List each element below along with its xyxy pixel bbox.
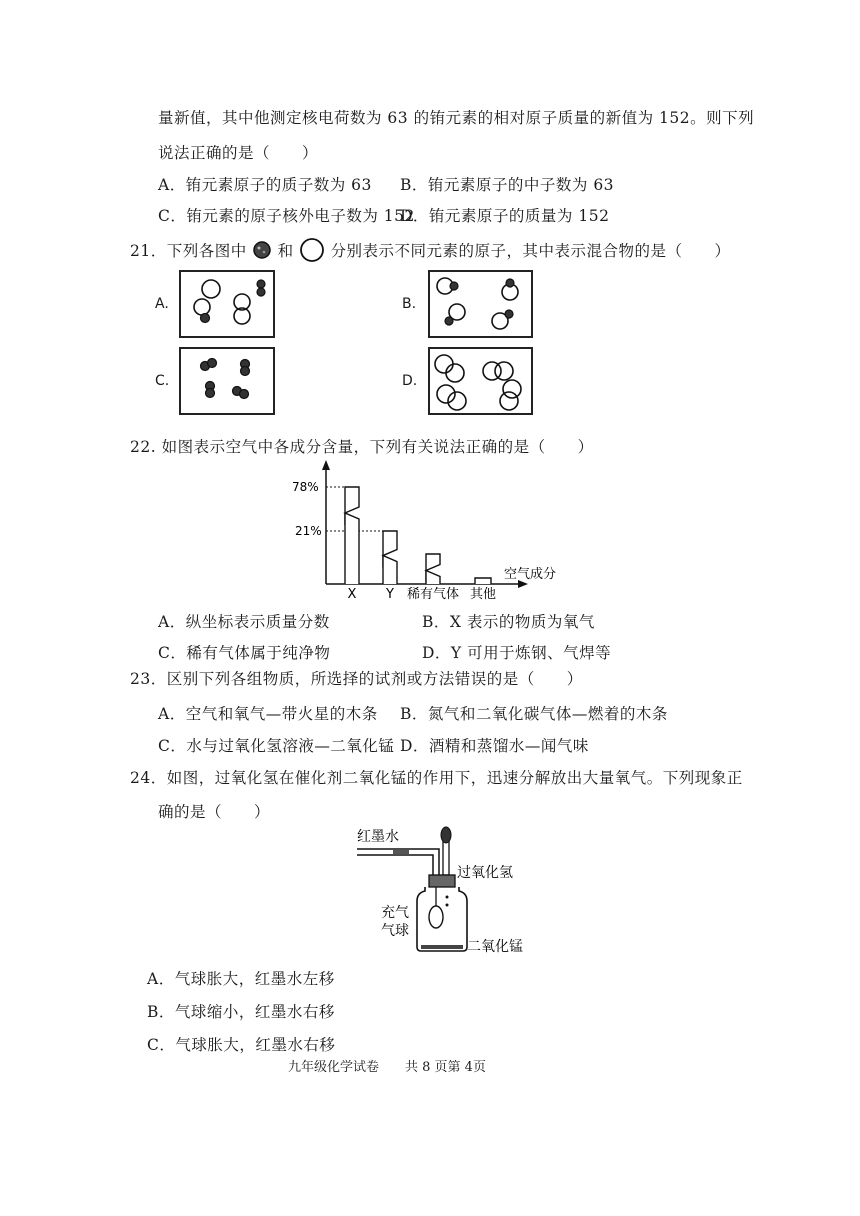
label-red-ink: 红墨水 <box>357 829 399 845</box>
q20-option-d: D．铕元素原子的质量为 152 <box>400 207 610 225</box>
q21-label-b: B. <box>402 296 417 312</box>
air-composition-chart <box>290 458 557 603</box>
q22-option-a: A．纵坐标表示质量分数 <box>158 613 330 631</box>
white-atom-icon <box>299 238 325 262</box>
q22-option-c: C．稀有气体属于纯净物 <box>158 644 331 662</box>
tube-bend-outer <box>433 849 439 875</box>
page-footer: 九年级化学试卷 共 8 页第 4页 <box>288 1060 486 1075</box>
bar-2 <box>426 554 440 584</box>
apparatus-figure <box>355 825 555 955</box>
q20-option-a: A．铕元素原子的质子数为 63 <box>158 176 372 194</box>
q24-line2: 确的是（ ） <box>158 803 271 821</box>
q21-stem-suffix: 分别表示不同元素的原子，其中表示混合物的是（ ） <box>330 242 731 260</box>
label-balloon-line1: 充气 <box>381 905 409 921</box>
q24-line1: 24．如图，过氧化氢在催化剂二氧化锰的作用下，迅速分解放出大量氧气。下列现象正 <box>130 769 743 787</box>
y-axis-arrow <box>322 460 330 470</box>
xcat-y: Y <box>386 587 394 602</box>
bar-0 <box>345 487 359 584</box>
q21-box-b-particles <box>430 272 531 336</box>
q21-stem-mid: 和 <box>277 242 294 260</box>
q23-option-c: C．水与过氧化氢溶液—二氧化锰 <box>158 737 395 755</box>
q21-stem <box>130 238 731 262</box>
q23-option-d: D．酒精和蒸馏水—闻气味 <box>400 737 589 755</box>
red-ink-drop <box>393 850 409 854</box>
droplet <box>446 904 449 907</box>
dark-atom-icon <box>252 241 272 259</box>
q21-stem-prefix: 21．下列各图中 <box>130 242 247 260</box>
q21-box-c <box>179 347 275 415</box>
balloon <box>429 906 443 928</box>
q23-option-b: B．氮气和二氧化碳气体—燃着的木条 <box>400 705 668 723</box>
q22-option-d: D．Y 可用于炼钢、气焊等 <box>422 644 612 662</box>
stopper <box>429 875 455 887</box>
label-mno2: 二氧化锰 <box>467 939 523 955</box>
q24-option-b: B．气球缩小，红墨水右移 <box>147 1003 335 1021</box>
ytick-78: 78% <box>292 480 319 494</box>
q20-line1: 量新值，其中他测定核电荷数为 63 的铕元素的相对原子质量的新值为 152。则下列 <box>158 109 755 127</box>
ytick-21: 21% <box>295 524 322 538</box>
x-axis-title: 空气成分 <box>504 567 557 582</box>
xcat-other: 其他 <box>469 587 497 602</box>
dropper-bulb <box>441 827 451 843</box>
tube-bend-inner <box>429 855 433 875</box>
q20-line2: 说法正确的是（ ） <box>158 144 319 162</box>
label-balloon-line2: 气球 <box>381 923 409 939</box>
q22-option-b: B．X 表示的物质为氧气 <box>422 613 595 631</box>
q24-option-c: C．气球胀大，红墨水右移 <box>147 1036 336 1054</box>
q22-stem: 22. 如图表示空气中各成分含量，下列有关说法正确的是（ ） <box>130 438 594 456</box>
q20-option-b: B．铕元素原子的中子数为 63 <box>400 176 615 194</box>
q21-box-d <box>428 347 533 415</box>
q20-option-c: C．铕元素的原子核外电子数为 152 <box>158 207 415 225</box>
q21-label-c: C. <box>155 373 170 389</box>
q21-box-a <box>179 270 275 338</box>
bar-1 <box>383 531 397 584</box>
q21-box-d-particles <box>430 349 531 413</box>
q24-option-a: A．气球胀大，红墨水左移 <box>147 970 335 988</box>
label-peroxide: 过氧化氢 <box>457 865 513 881</box>
q21-box-a-particles <box>181 272 273 336</box>
q21-box-b <box>428 270 533 338</box>
bar-3 <box>475 578 491 584</box>
q23-option-a: A．空气和氧气—带火星的木条 <box>158 705 378 723</box>
q21-box-c-particles <box>181 349 273 413</box>
bars-group <box>345 487 491 584</box>
q23-stem: 23．区别下列各组物质，所选择的试剂或方法错误的是（ ） <box>130 670 583 688</box>
xcat-x: X <box>347 587 357 602</box>
xcat-rare-gas: 稀有气体 <box>406 587 460 602</box>
droplet <box>446 896 449 899</box>
q21-label-a: A. <box>155 296 169 312</box>
q21-label-d: D. <box>402 373 418 389</box>
dropper-tube <box>443 841 449 875</box>
mno2-layer <box>421 945 463 949</box>
